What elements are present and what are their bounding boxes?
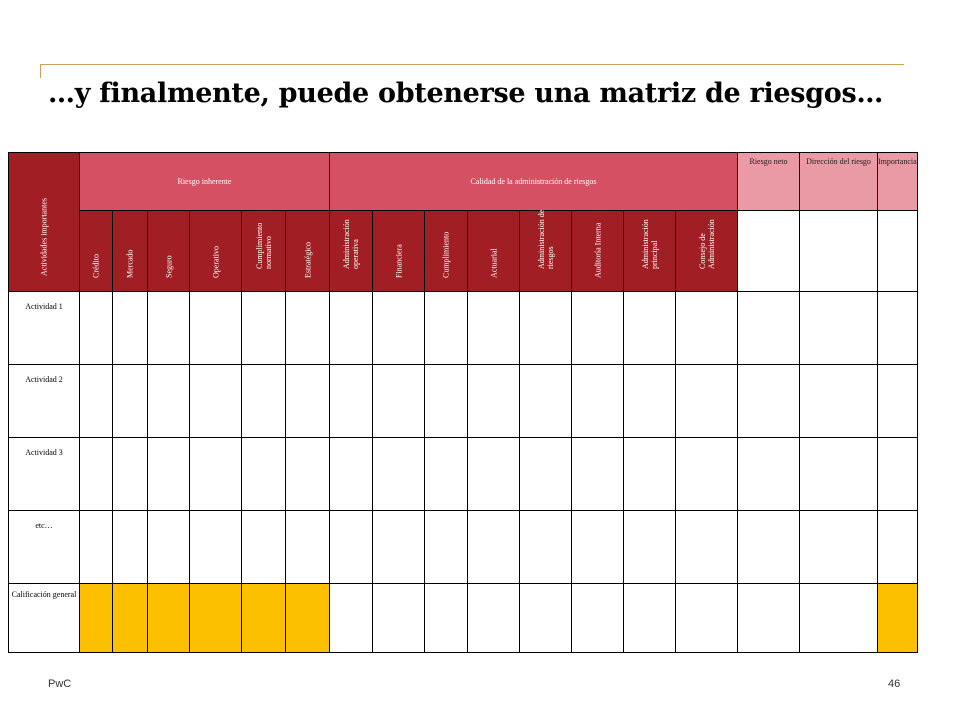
col-header-seguro: Seguro bbox=[148, 211, 190, 292]
table-row bbox=[9, 365, 918, 438]
cell bbox=[572, 292, 624, 365]
cell bbox=[520, 292, 572, 365]
cell bbox=[878, 365, 918, 438]
cell bbox=[425, 292, 468, 365]
cell bbox=[190, 365, 242, 438]
cell bbox=[113, 292, 148, 365]
cell bbox=[242, 365, 286, 438]
cell bbox=[572, 511, 624, 584]
cell bbox=[624, 584, 676, 653]
cell bbox=[468, 365, 520, 438]
cell bbox=[330, 292, 373, 365]
col-header-mercado: Mercado bbox=[113, 211, 148, 292]
cell bbox=[572, 365, 624, 438]
cell-highlight bbox=[80, 584, 113, 653]
cell bbox=[738, 438, 800, 511]
table-row bbox=[9, 511, 918, 584]
header-riesgo-inherente: Riesgo inherente bbox=[80, 153, 330, 211]
title-rule-tick bbox=[40, 64, 41, 78]
cell bbox=[878, 438, 918, 511]
cell bbox=[113, 511, 148, 584]
cell bbox=[425, 511, 468, 584]
row-label: Actividad 1 bbox=[9, 292, 80, 365]
cell bbox=[878, 511, 918, 584]
cell bbox=[330, 584, 373, 653]
cell bbox=[676, 584, 738, 653]
cell bbox=[148, 511, 190, 584]
cell-highlight bbox=[190, 584, 242, 653]
cell bbox=[520, 511, 572, 584]
cell bbox=[738, 211, 800, 292]
cell bbox=[738, 292, 800, 365]
cell bbox=[373, 365, 425, 438]
col-header-actuarial: Actuarial bbox=[468, 211, 520, 292]
cell bbox=[148, 292, 190, 365]
cell-highlight bbox=[148, 584, 190, 653]
cell bbox=[800, 511, 878, 584]
cell bbox=[148, 438, 190, 511]
row-label: Actividad 3 bbox=[9, 438, 80, 511]
footer-brand: PwC bbox=[48, 678, 72, 690]
col-header-administracion-riesgos: Administración de riesgos bbox=[520, 211, 572, 292]
table-row bbox=[9, 438, 918, 511]
header-calidad-administracion: Calidad de la administración de riesgos bbox=[330, 153, 738, 211]
cell bbox=[572, 438, 624, 511]
table-row bbox=[9, 292, 918, 365]
cell bbox=[468, 438, 520, 511]
cell bbox=[800, 584, 878, 653]
cell bbox=[520, 584, 572, 653]
col-header-administracion-operativa: Administración operativa bbox=[330, 211, 373, 292]
cell bbox=[113, 365, 148, 438]
col-header-financiera: Financiera bbox=[373, 211, 425, 292]
cell bbox=[425, 584, 468, 653]
col-header-administracion-principal: Administración principal bbox=[624, 211, 676, 292]
col-header-credito: Crédito bbox=[80, 211, 113, 292]
cell bbox=[80, 292, 113, 365]
cell bbox=[373, 292, 425, 365]
row-label: Actividad 2 bbox=[9, 365, 80, 438]
cell bbox=[520, 365, 572, 438]
cell bbox=[425, 438, 468, 511]
cell bbox=[80, 365, 113, 438]
cell bbox=[373, 438, 425, 511]
cell bbox=[190, 292, 242, 365]
col-header-auditoria-interna: Auditoría Interna bbox=[572, 211, 624, 292]
cell bbox=[738, 365, 800, 438]
cell bbox=[330, 438, 373, 511]
cell bbox=[330, 511, 373, 584]
cell bbox=[373, 584, 425, 653]
cell bbox=[738, 584, 800, 653]
cell bbox=[468, 292, 520, 365]
cell bbox=[676, 511, 738, 584]
header-actividades-importantes: Actividades importantes bbox=[9, 153, 80, 292]
cell bbox=[800, 438, 878, 511]
cell bbox=[286, 292, 330, 365]
row-label: Calificación general bbox=[9, 584, 80, 653]
cell bbox=[286, 438, 330, 511]
header-direccion-riesgo: Dirección del riesgo bbox=[800, 153, 878, 211]
cell-highlight bbox=[113, 584, 148, 653]
cell bbox=[800, 292, 878, 365]
col-header-cumplimiento-normativo: Cumplimiento normativo bbox=[242, 211, 286, 292]
cell bbox=[190, 511, 242, 584]
row-label: etc… bbox=[9, 511, 80, 584]
cell bbox=[624, 511, 676, 584]
header-importancia: Importancia bbox=[878, 153, 918, 211]
cell bbox=[624, 292, 676, 365]
cell bbox=[676, 292, 738, 365]
cell bbox=[80, 438, 113, 511]
cell bbox=[148, 365, 190, 438]
page-number: 46 bbox=[888, 678, 901, 690]
cell bbox=[676, 365, 738, 438]
cell bbox=[624, 365, 676, 438]
cell bbox=[242, 438, 286, 511]
cell bbox=[800, 211, 878, 292]
cell bbox=[113, 438, 148, 511]
cell bbox=[520, 438, 572, 511]
col-header-cumplimiento: Cumplimiento bbox=[425, 211, 468, 292]
slide-title: …y finalmente, puede obtenerse una matriz de riesgos… bbox=[48, 78, 884, 109]
cell bbox=[468, 511, 520, 584]
header-riesgo-neto: Riesgo neto bbox=[738, 153, 800, 211]
cell bbox=[676, 438, 738, 511]
cell bbox=[624, 438, 676, 511]
cell bbox=[468, 584, 520, 653]
risk-matrix-table bbox=[8, 152, 918, 653]
cell bbox=[330, 365, 373, 438]
col-header-consejo-administracion: Consejo de Administración bbox=[676, 211, 738, 292]
cell-highlight bbox=[242, 584, 286, 653]
cell bbox=[572, 584, 624, 653]
col-header-operativo: Operativo bbox=[190, 211, 242, 292]
cell bbox=[242, 292, 286, 365]
cell bbox=[80, 511, 113, 584]
cell bbox=[800, 365, 878, 438]
cell bbox=[242, 511, 286, 584]
cell bbox=[190, 438, 242, 511]
cell bbox=[738, 511, 800, 584]
cell-highlight bbox=[286, 584, 330, 653]
cell bbox=[286, 511, 330, 584]
cell bbox=[425, 365, 468, 438]
col-header-estrategico: Estratégico bbox=[286, 211, 330, 292]
title-rule bbox=[40, 64, 904, 65]
cell bbox=[878, 211, 918, 292]
cell bbox=[286, 365, 330, 438]
cell bbox=[878, 292, 918, 365]
cell bbox=[373, 511, 425, 584]
cell-highlight bbox=[878, 584, 918, 653]
table-row-calificacion-general bbox=[9, 584, 918, 653]
